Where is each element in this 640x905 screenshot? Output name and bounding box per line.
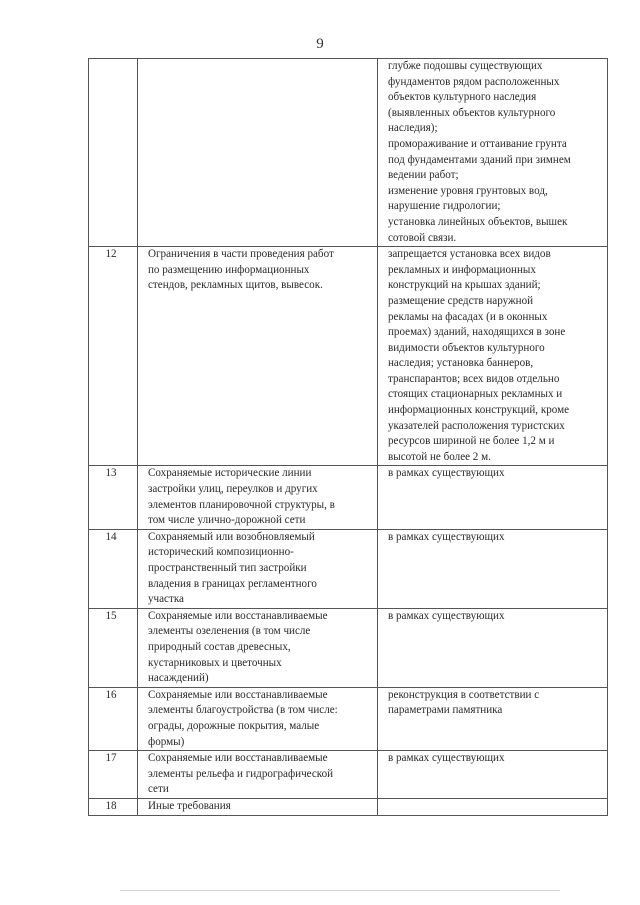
text-line: Сохраняемые или восстанавливаемые xyxy=(148,688,328,701)
subject-cell xyxy=(138,751,378,799)
requirement-cell xyxy=(378,608,608,687)
text-line: формы) xyxy=(148,735,185,748)
subject-cell xyxy=(138,608,378,687)
requirements-table-body xyxy=(89,59,608,816)
text-line: наследия; установка баннеров, xyxy=(388,357,534,370)
text-line: исторический композиционно- xyxy=(148,546,294,559)
text-line: в рамках существующих xyxy=(388,530,505,543)
text-line: элементы благоустройства (в том числе: xyxy=(148,704,338,717)
scan-artifact-line xyxy=(120,890,560,891)
text-line: информационных конструкций, кроме xyxy=(388,404,570,417)
row-number: 17 xyxy=(105,752,117,765)
row-number: 18 xyxy=(105,799,117,812)
requirement-cell xyxy=(378,466,608,529)
text-line: нарушение гидрологии; xyxy=(388,200,501,213)
text-line: Сохраняемый или возобновляемый xyxy=(148,530,315,543)
row-number: 14 xyxy=(105,530,117,543)
table-row xyxy=(89,687,608,750)
requirement-cell xyxy=(378,529,608,608)
text-line: ресурсов шириной не более 1,2 м и xyxy=(388,435,555,448)
row-number: 12 xyxy=(105,248,117,261)
text-line: в рамках существующих xyxy=(388,467,505,480)
table-row xyxy=(89,798,608,815)
text-line: видимости объектов культурного xyxy=(388,341,545,354)
requirement-cell xyxy=(378,247,608,466)
text-line: Ограничения в части проведения работ xyxy=(148,248,334,261)
row-number-cell xyxy=(89,687,138,750)
subject-cell xyxy=(138,247,378,466)
text-line: глубже подошвы существующих xyxy=(388,60,543,72)
row-number: 15 xyxy=(105,609,117,622)
text-line: в рамках существующих xyxy=(388,609,505,622)
text-line: элементы озеленения (в том числе xyxy=(148,625,311,638)
text-line: размещение средств наружной xyxy=(388,294,534,307)
text-line: том числе улично-дорожной сети xyxy=(148,514,306,527)
page-number: 9 xyxy=(316,36,324,52)
text-line: сети xyxy=(148,783,169,796)
requirements-table xyxy=(88,58,608,816)
text-line: наследия); xyxy=(388,122,438,135)
text-line: сотовой связи. xyxy=(388,231,457,244)
table-row xyxy=(89,466,608,529)
text-line: застройки улиц, переулков и других xyxy=(148,483,318,496)
text-line: элементы рельефа и гидрографической xyxy=(148,767,334,780)
text-line: кустарниковых и цветочных xyxy=(148,656,282,669)
text-line: пространственный тип застройки xyxy=(148,562,307,574)
text-line: элементов планировочной структуры, в xyxy=(148,498,335,511)
table-row xyxy=(89,247,608,466)
row-number-cell xyxy=(89,751,138,799)
text-line: транспарантов; всех видов отдельно xyxy=(388,372,560,385)
row-number-cell xyxy=(89,798,138,815)
table-row xyxy=(89,529,608,608)
requirement-cell xyxy=(378,59,608,247)
text-line: участка xyxy=(148,593,184,606)
subject-cell xyxy=(138,798,378,815)
text-line: запрещается установка всех видов xyxy=(388,248,551,261)
table-row xyxy=(89,59,608,247)
row-number-cell xyxy=(89,59,138,247)
requirement-cell xyxy=(378,798,608,815)
text-line: фундаментов рядом расположенных xyxy=(388,75,560,88)
text-line: указателей расположения туристских xyxy=(388,419,565,432)
table-row xyxy=(89,608,608,687)
row-number: 16 xyxy=(105,688,117,701)
text-line: Иные требования xyxy=(148,799,231,812)
text-line: насаждений) xyxy=(148,672,209,685)
text-line: изменение уровня грунтовых вод, xyxy=(388,184,548,197)
row-number-cell xyxy=(89,247,138,466)
text-line: реконструкция в соответствии с xyxy=(388,688,540,701)
text-line: рекламы на фасадах (и в оконных xyxy=(388,310,548,323)
text-line: объектов культурного наследия xyxy=(388,91,537,104)
text-line: проемах) зданий, находящихся в зоне xyxy=(388,326,566,339)
text-line: по размещению информационных xyxy=(148,263,310,276)
text-line: рекламных и информационных xyxy=(388,263,536,276)
table-row xyxy=(89,751,608,799)
row-number-cell xyxy=(89,608,138,687)
text-line: ведении работ; xyxy=(388,169,459,182)
text-line: (выявленных объектов культурного xyxy=(388,106,556,119)
text-line: промораживание и оттаивание грунта xyxy=(388,137,567,150)
text-line: Сохраняемые или восстанавливаемые xyxy=(148,609,328,622)
text-line: под фундаментами зданий при зимнем xyxy=(388,153,571,166)
text-line: ограды, дорожные покрытия, малые xyxy=(148,719,320,732)
text-line: Сохраняемые или восстанавливаемые xyxy=(148,752,328,765)
text-line: параметрами памятника xyxy=(388,704,503,717)
text-line: стендов, рекламных щитов, вывесок. xyxy=(148,279,323,292)
text-line: высотой не более 2 м. xyxy=(388,450,491,463)
text-line: Сохраняемые исторические линии xyxy=(148,467,312,480)
text-line: установка линейных объектов, вышек xyxy=(388,215,568,228)
subject-cell xyxy=(138,687,378,750)
row-number: 13 xyxy=(105,467,117,480)
row-number-cell xyxy=(89,529,138,608)
requirement-cell xyxy=(378,687,608,750)
text-line: в рамках существующих xyxy=(388,752,505,765)
requirement-cell xyxy=(378,751,608,799)
text-line: конструкций на крышах зданий; xyxy=(388,279,541,292)
subject-cell xyxy=(138,466,378,529)
text-line: стоящих стационарных рекламных и xyxy=(388,388,563,401)
text-line: владения в границах регламентного xyxy=(148,577,317,590)
subject-cell xyxy=(138,59,378,247)
text-line: природный состав древесных, xyxy=(148,640,291,653)
row-number-cell xyxy=(89,466,138,529)
subject-cell xyxy=(138,529,378,608)
